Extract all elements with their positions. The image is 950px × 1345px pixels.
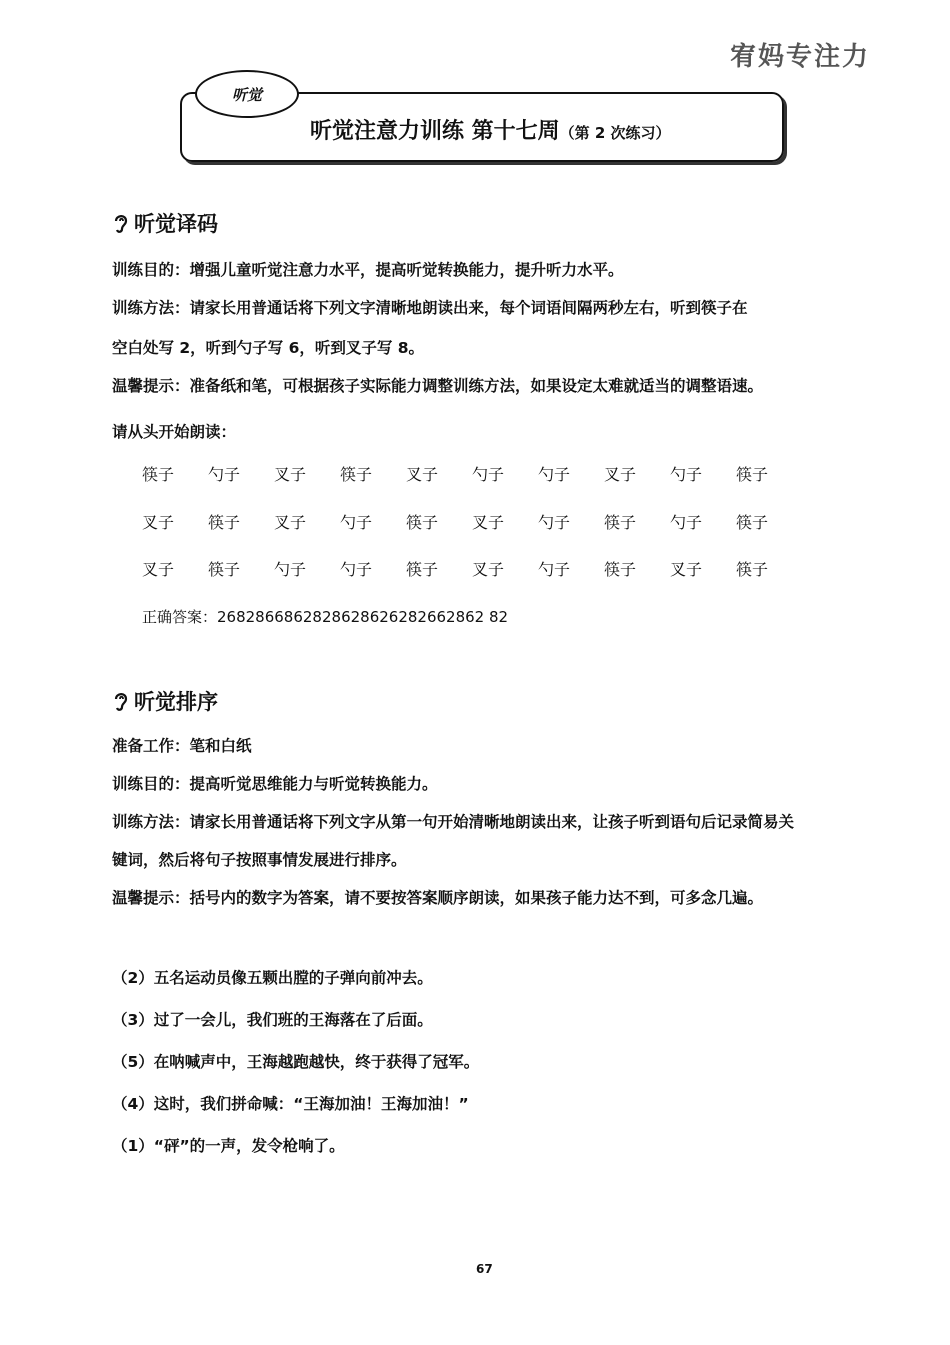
word-cell: 叉子 bbox=[670, 560, 703, 579]
sentence: （1）“砰”的一声，发令枪响了。 bbox=[112, 1137, 345, 1155]
goal-text: 训练目的：增强儿童听觉注意力水平，提高听觉转换能力，提升听力水平。 bbox=[112, 261, 624, 279]
answer-text: 正确答案：2682866862828628626282662862 82 bbox=[142, 608, 509, 626]
ear-icon bbox=[112, 212, 130, 234]
word-cell: 叉子 bbox=[274, 513, 307, 532]
word-cell: 筷子 bbox=[340, 465, 373, 484]
prep-text: 准备工作：笔和白纸 bbox=[112, 737, 252, 755]
brand-label: 宥妈专注力 bbox=[729, 42, 870, 72]
page-title-main: 听觉注意力训练 第十七周 bbox=[310, 119, 560, 144]
word-cell: 叉子 bbox=[142, 560, 175, 579]
section-heading-text: 听觉排序 bbox=[134, 690, 218, 714]
word-cell: 筷子 bbox=[142, 465, 175, 484]
word-cell: 筷子 bbox=[208, 513, 241, 532]
page-title bbox=[310, 114, 671, 145]
page-title-sub: （第 2 次练习） bbox=[559, 124, 671, 142]
sentence: （4）这时，我们拼命喊：“王海加油！王海加油！” bbox=[112, 1095, 469, 1113]
sentence: （3）过了一会儿，我们班的王海落在了后面。 bbox=[112, 1011, 433, 1029]
tip-text: 温馨提示：括号内的数字为答案，请不要按答案顺序朗读，如果孩子能力达不到，可多念几遍。 bbox=[112, 889, 764, 907]
start-text: 请从头开始朗读： bbox=[112, 423, 237, 441]
method-text-2: 键词，然后将句子按照事情发展进行排序。 bbox=[112, 851, 407, 869]
word-cell: 勺子 bbox=[538, 513, 571, 532]
word-cell: 勺子 bbox=[472, 465, 505, 484]
word-cell: 叉子 bbox=[472, 513, 505, 532]
method-text-1: 训练方法：请家长用普通话将下列文字从第一句开始清晰地朗读出来，让孩子听到语句后记录简易关 bbox=[112, 813, 795, 831]
word-cell: 勺子 bbox=[208, 465, 241, 484]
word-cell: 筷子 bbox=[736, 560, 769, 579]
word-cell: 勺子 bbox=[340, 513, 373, 532]
section-heading-sorting bbox=[112, 686, 218, 716]
word-cell: 勺子 bbox=[670, 513, 703, 532]
sentence: （2）五名运动员像五颗出膛的子弹向前冲去。 bbox=[112, 969, 433, 987]
page-number: 67 bbox=[476, 1262, 493, 1276]
word-cell: 筷子 bbox=[406, 560, 439, 579]
word-cell: 勺子 bbox=[670, 465, 703, 484]
goal-text: 训练目的：提高听觉思维能力与听觉转换能力。 bbox=[112, 775, 438, 793]
sentence: （5）在呐喊声中，王海越跑越快，终于获得了冠军。 bbox=[112, 1053, 480, 1071]
word-cell: 筷子 bbox=[736, 513, 769, 532]
section-heading-text: 听觉译码 bbox=[134, 212, 218, 236]
word-cell: 筷子 bbox=[406, 513, 439, 532]
title-tab: 听觉 bbox=[195, 70, 299, 118]
ear-icon bbox=[112, 690, 130, 712]
word-cell: 筷子 bbox=[736, 465, 769, 484]
word-cell: 筷子 bbox=[604, 560, 637, 579]
word-cell: 勺子 bbox=[538, 560, 571, 579]
word-cell: 勺子 bbox=[340, 560, 373, 579]
word-cell: 筷子 bbox=[208, 560, 241, 579]
word-cell: 叉子 bbox=[472, 560, 505, 579]
method-text-1: 训练方法：请家长用普通话将下列文字清晰地朗读出来，每个词语间隔两秒左右，听到筷子在 bbox=[112, 299, 748, 317]
method-text-2: 空白处写 2，听到勺子写 6，听到叉子写 8。 bbox=[112, 339, 425, 357]
tip-text: 温馨提示：准备纸和笔，可根据孩子实际能力调整训练方法，如果设定太难就适当的调整语速。 bbox=[112, 377, 764, 395]
word-cell: 叉子 bbox=[142, 513, 175, 532]
word-cell: 叉子 bbox=[274, 465, 307, 484]
word-cell: 叉子 bbox=[406, 465, 439, 484]
word-cell: 叉子 bbox=[604, 465, 637, 484]
word-cell: 勺子 bbox=[538, 465, 571, 484]
word-cell: 勺子 bbox=[274, 560, 307, 579]
section-heading-decoding bbox=[112, 208, 218, 238]
word-cell: 筷子 bbox=[604, 513, 637, 532]
